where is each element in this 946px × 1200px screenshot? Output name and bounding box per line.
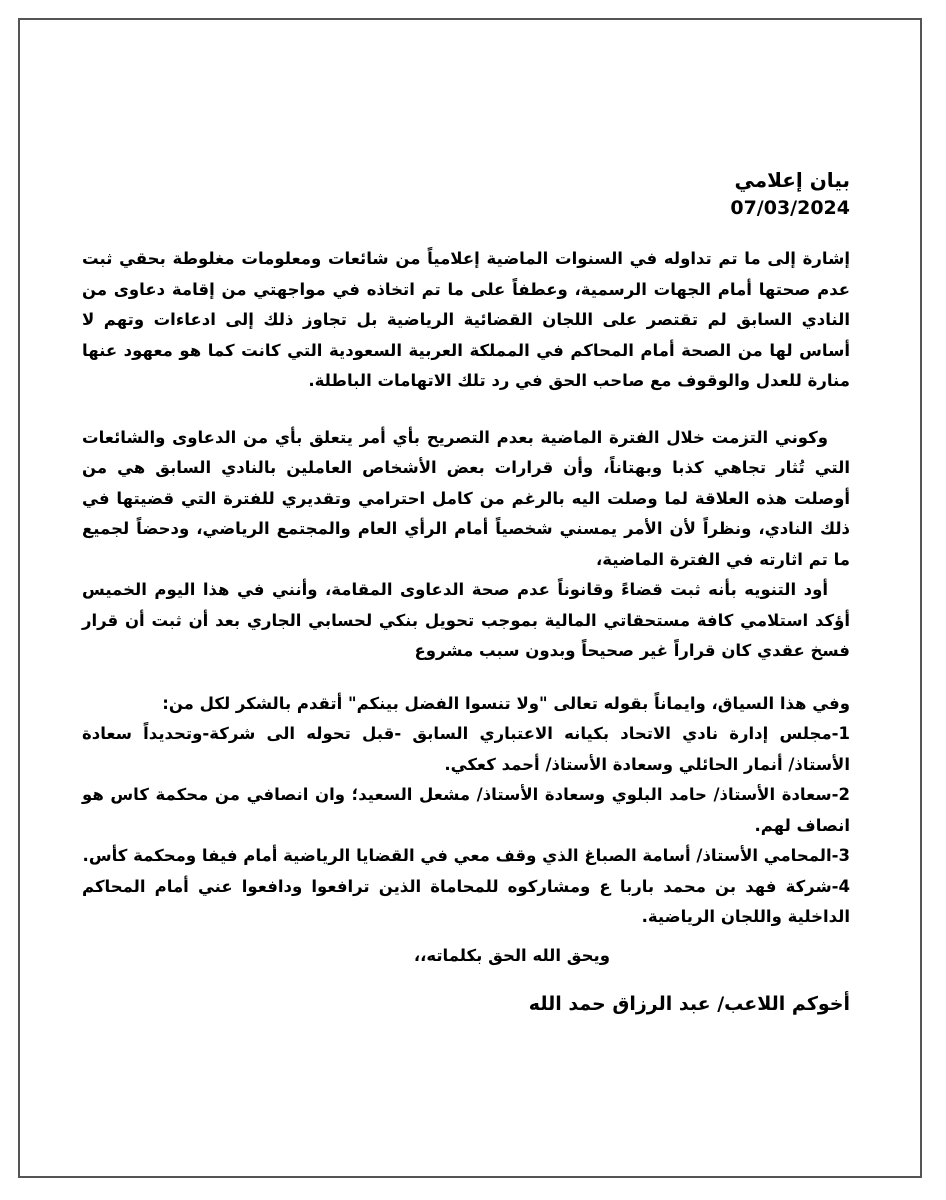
paragraph-thanks-intro: وفي هذا السياق، وايماناً بقوله تعالى "ولا تنسوا الفضل بينكم" أتقدم بالشكر لكل من: [162,693,850,713]
thanks-item-3: 3-المحامي الأستاذ/ أسامة الصباغ الذي وقف معي في القضايا الرياضية أمام فيفا ومحكمة كأس. [82,846,850,865]
paragraph-context: وكوني التزمت خلال الفترة الماضية بعدم التصريح بأي أمر يتعلق بأي من الدعاوى والشائعات التي تُثار تجاهي كذبا وبهتاناً، وأن قرارات بعض الأشخاص العاملين بالنادي السابق هي من أوصلت هذه العلاقة لما وصلت اليه بالرغم من كامل احترامي وتقديري للفترة التي قضيتها في ذلك النادي، ونظراً لأن الأمر يمسني شخصياً أمام الرأي العام والمجتمع الرياضي، ودحضاً لجميع ما تم اثارته في الفترة الماضية، [82,427,850,569]
thanks-item-1: 1-مجلس إدارة نادي الاتحاد بكيانه الاعتباري السابق -قبل تحوله الى شركة-وتحديداً سعادة الأستاذ/ أنمار الحائلي وسعادة الأستاذ/ أحمد كعكي. [82,724,850,774]
paragraph-intro: إشارة إلى ما تم تداوله في السنوات الماضية إعلامياً من شائعات ومعلومات مغلوطة بحقي ثبت عدم صحتها أمام الجهات الرسمية، وعطفاً على ما تم اتخاذه في مواجهتي من إقامة دعاوى من النادي السابق لم تقتصر على اللجان القضائية الرياضية بل تجاوز ذلك إلى ادعاءات وتهم لا أساس لها من الصحة أمام المحاكم في المملكة العربية السعودية التي كانت كما هو معهود عنها منارة للعدل والوقوف مع صاحب الحق في رد تلك الاتهامات الباطلة. [82,249,850,390]
paragraph-announcement: أود التنويه بأنه ثبت قضاءً وقانوناً عدم صحة الدعاوى المقامة، وأنني في هذا اليوم الخميس أؤكد استلامي كافة مستحقاتي المالية بموجب تحويل بنكي لحسابي الجاري بعد أن ثبت أن قرار فسخ عقدي كان قراراً غير صحيحاً وبدون سبب مشروع [82,580,850,660]
closing-line: ويحق الله الحق بكلماته،، [413,945,610,965]
statement-body [82,166,850,1019]
document-page [18,18,922,1178]
statement-date: 07/03/2024 [730,197,850,219]
statement-title: بيان إعلامي [734,168,850,192]
signature: أخوكم اللاعب/ عبد الرزاق حمد الله [528,992,850,1015]
thanks-item-2: 2-سعادة الأستاذ/ حامد البلوي وسعادة الأستاذ/ مشعل السعيد؛ وان انصافي من محكمة كاس هو انصاف لهم. [82,785,850,835]
thanks-item-4: 4-شركة فهد بن محمد باربا ع ومشاركوه للمحاماة الذين ترافعوا ودافعوا عني أمام المحاكم الداخلية واللجان الرياضية. [82,876,850,926]
